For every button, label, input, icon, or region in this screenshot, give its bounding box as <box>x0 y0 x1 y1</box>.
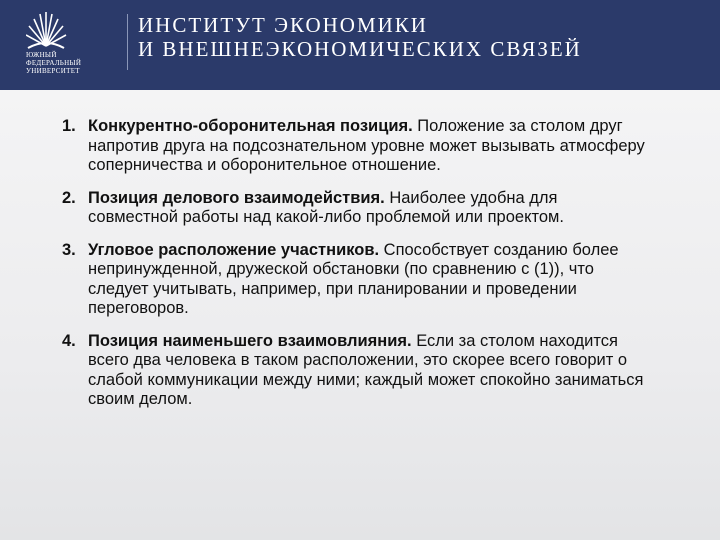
list-item <box>62 332 652 410</box>
item-number: 2. <box>62 188 76 207</box>
institute-title-line1: ИНСТИТУТ ЭКОНОМИКИ <box>138 13 428 37</box>
item-text: Наиболее удобна для совместной работы над какой-либо проблемой или проектом. <box>88 188 564 226</box>
item-number: 3. <box>62 240 76 259</box>
item-text: Способствует созданию более непринужденной, дружеской обстановки (по сравнению с (1)), что следует учитывать, например, при планировании и проведении переговоров. <box>88 240 619 317</box>
item-text: Если за столом находится всего два человека в таком расположении, это скорее всего говорит о слабой коммуникации между ними; каждый может спокойно заниматься своим делом. <box>88 331 644 408</box>
header-banner <box>0 0 720 90</box>
item-heading: Позиция делового взаимодействия. <box>88 188 390 207</box>
item-heading: Угловое расположение участников. <box>88 240 384 259</box>
list-item <box>62 117 652 176</box>
sunburst-icon <box>26 10 122 50</box>
logo-caption-line: ФЕДЕРАЛЬНЫЙ <box>26 59 82 67</box>
list-item <box>62 241 652 319</box>
item-heading: Позиция наименьшего взаимовлияния. <box>88 331 417 350</box>
header-divider <box>127 14 128 70</box>
item-number: 4. <box>62 331 76 350</box>
university-logo <box>26 10 122 75</box>
list-item <box>62 189 652 228</box>
item-number: 1. <box>62 117 76 135</box>
positions-list <box>62 117 652 423</box>
logo-caption-line: ЮЖНЫЙ <box>26 51 57 59</box>
logo-caption-line: УНИВЕРСИТЕТ <box>26 67 80 75</box>
institute-title <box>138 13 582 61</box>
item-text: Положение за столом друг напротив друга на подсознательном уровне может вызывать атмосферу соперничества и оборонительное отношение. <box>88 117 645 174</box>
institute-title-line2: И ВНЕШНЕЭКОНОМИЧЕСКИХ СВЯЗЕЙ <box>138 37 582 61</box>
item-heading: Конкурентно-оборонительная позиция. <box>88 117 418 135</box>
logo-caption <box>26 51 122 75</box>
